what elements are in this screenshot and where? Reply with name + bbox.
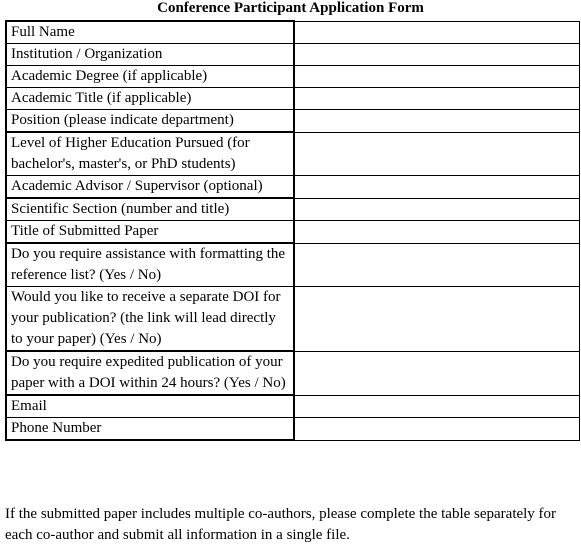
paper-title-field[interactable] — [294, 221, 580, 244]
row-reference-assistance — [6, 243, 580, 287]
co-author-note: If the submitted paper includes multiple co-authors, please complete the table separately for each co-author and submit all information in a single file. — [5, 506, 557, 543]
email-label: Email — [6, 395, 294, 418]
academic-title-field[interactable] — [294, 88, 580, 110]
position-label: Position (please indicate department) — [6, 110, 294, 133]
scientific-section-label: Scientific Section (number and title) — [6, 198, 294, 221]
academic-degree-label: Academic Degree (if applicable) — [6, 66, 294, 88]
row-full-name — [6, 21, 580, 44]
separate-doi-field[interactable] — [294, 287, 580, 352]
row-institution — [6, 44, 580, 66]
phone-number-field[interactable] — [294, 418, 580, 441]
institution-field[interactable] — [294, 44, 580, 66]
academic-advisor-label: Academic Advisor / Supervisor (optional) — [6, 176, 294, 199]
separate-doi-label: Would you like to receive a separate DOI for your publication? (the link will lead directly to your paper) (Yes / No) — [6, 287, 294, 352]
application-form-table — [5, 20, 580, 441]
paper-title-label: Title of Submitted Paper — [6, 221, 294, 244]
row-email — [6, 395, 580, 418]
row-academic-title — [6, 88, 580, 110]
phone-number-label: Phone Number — [6, 418, 294, 441]
full-name-field[interactable] — [294, 21, 580, 44]
row-education-level — [6, 132, 580, 176]
row-position — [6, 110, 580, 133]
education-level-field[interactable] — [294, 132, 580, 176]
row-academic-advisor — [6, 176, 580, 199]
row-scientific-section — [6, 198, 580, 221]
row-expedited-publication — [6, 351, 580, 395]
institution-label: Institution / Organization — [6, 44, 294, 66]
reference-assistance-field[interactable] — [294, 243, 580, 287]
email-field[interactable] — [294, 395, 580, 418]
position-field[interactable] — [294, 110, 580, 133]
reference-assistance-label: Do you require assistance with formatting the reference list? (Yes / No) — [6, 243, 294, 287]
full-name-label: Full Name — [6, 21, 294, 44]
scientific-section-field[interactable] — [294, 198, 580, 221]
education-level-label: Level of Higher Education Pursued (for bachelor's, master's, or PhD students) — [6, 132, 294, 176]
row-paper-title — [6, 221, 580, 244]
academic-advisor-field[interactable] — [294, 176, 580, 199]
expedited-publication-label: Do you require expedited publication of your paper with a DOI within 24 hours? (Yes / No) — [6, 351, 294, 395]
academic-degree-field[interactable] — [294, 66, 580, 88]
row-separate-doi — [6, 287, 580, 352]
expedited-publication-field[interactable] — [294, 351, 580, 395]
row-phone-number — [6, 418, 580, 441]
form-title: Conference Participant Application Form — [157, 0, 424, 16]
academic-title-label: Academic Title (if applicable) — [6, 88, 294, 110]
row-academic-degree — [6, 66, 580, 88]
